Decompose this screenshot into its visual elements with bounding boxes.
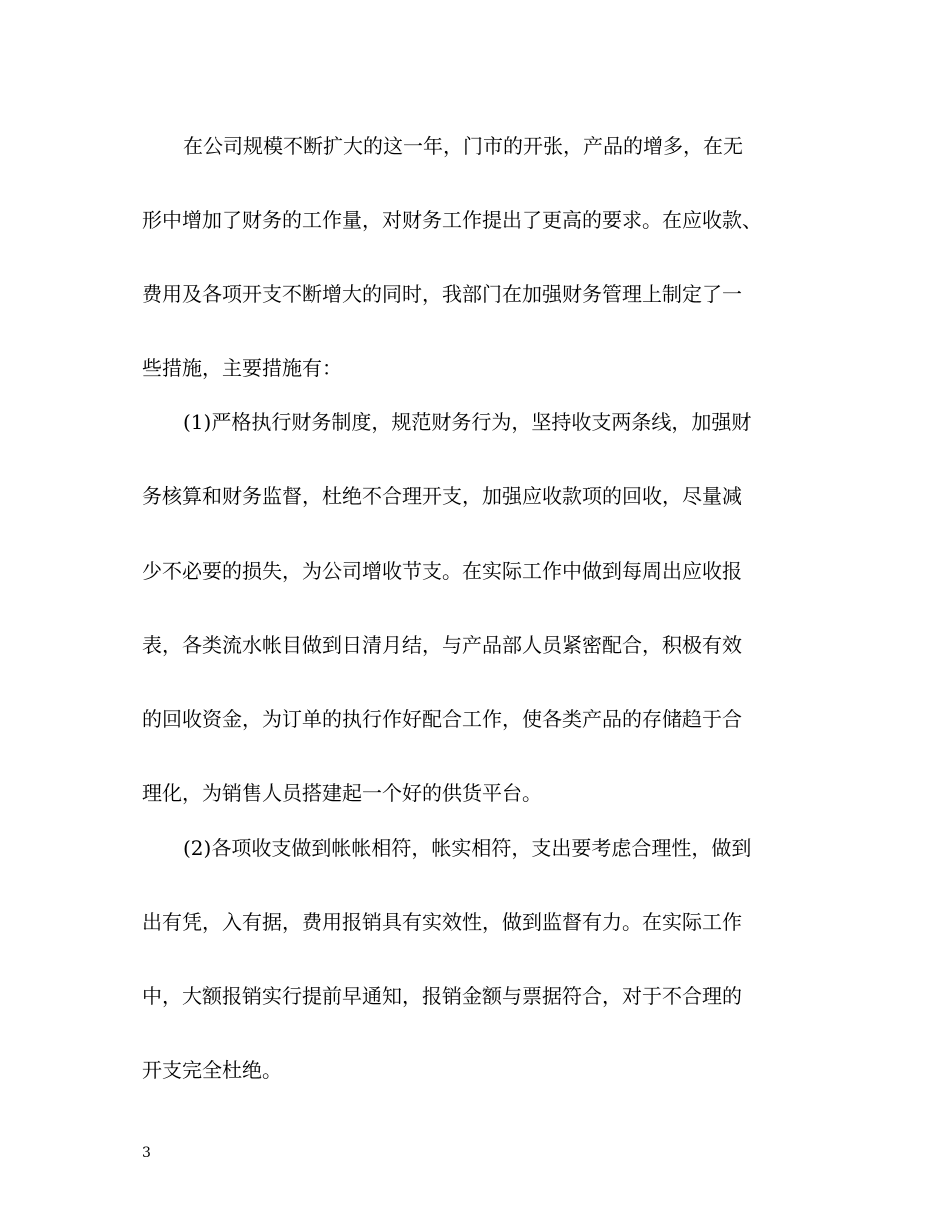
paragraph-1-line-3: 费用及各项开支不断增大的同时，我部门在加强财务管理上制定了一 (142, 282, 742, 306)
paragraph-1-line-1: 在公司规模不断扩大的这一年，门市的开张，产品的增多，在无 (183, 134, 743, 158)
paragraph-1-line-4: 些措施，主要措施有： (142, 356, 342, 380)
page-number: 3 (142, 1145, 151, 1161)
paragraph-1-line-2: 形中增加了财务的工作量，对财务工作提出了更高的要求。在应收款、 (142, 208, 762, 232)
paragraph-2-line-4: 表，各类流水帐目做到日清月结，与产品部人员紧密配合，积极有效 (142, 633, 742, 657)
paragraph-2-line-5: 的回收资金，为订单的执行作好配合工作，使各类产品的存储趋于合 (142, 707, 742, 731)
paragraph-3-line-3: 中，大额报销实行提前早通知，报销金额与票据符合，对于不合理的 (142, 984, 742, 1008)
paragraph-3-line-4: 开支完全杜绝。 (142, 1058, 282, 1082)
paragraph-2-line-6: 理化，为销售人员搭建起一个好的供货平台。 (142, 781, 542, 805)
paragraph-2-line-2: 务核算和财务监督，杜绝不合理开支，加强应收款项的回收，尽量减 (142, 484, 742, 508)
paragraph-2-line-1: (1)严格执行财务制度，规范财务行为，坚持收支两条线，加强财 (183, 410, 752, 434)
paragraph-3-line-1: (2)各项收支做到帐帐相符，帐实相符，支出要考虑合理性，做到 (183, 836, 752, 860)
paragraph-3-line-2: 出有凭，入有据，费用报销具有实效性，做到监督有力。在实际工作 (142, 910, 742, 934)
paragraph-2-line-3: 少不必要的损失，为公司增收节支。在实际工作中做到每周出应收报 (142, 559, 742, 583)
